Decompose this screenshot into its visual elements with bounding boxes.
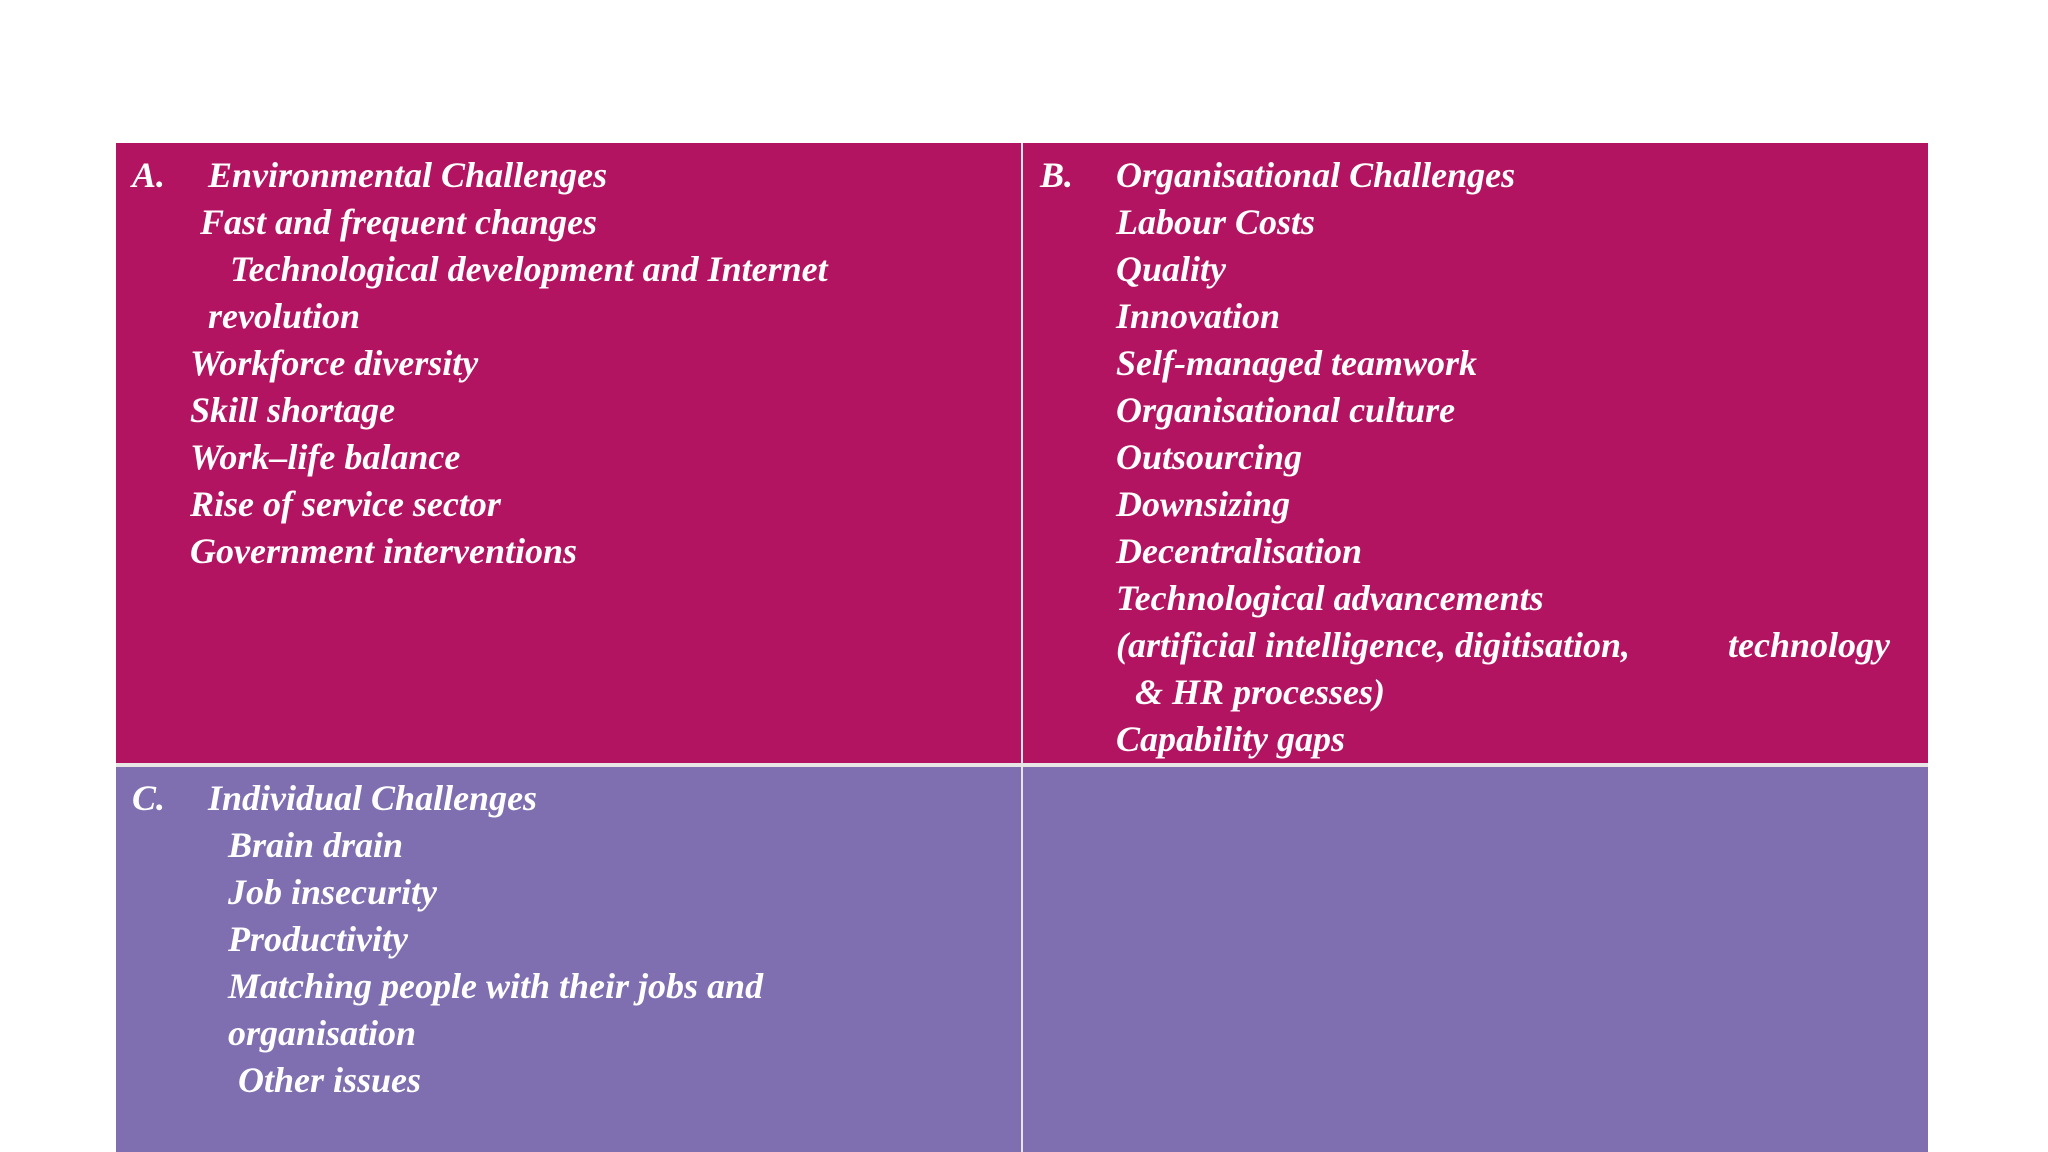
quadrant-organisational	[1023, 143, 1928, 763]
list-item: organisation	[228, 1013, 417, 1053]
list-item: Matching people with their jobs and	[228, 966, 764, 1006]
list-item: Rise of service sector	[190, 484, 501, 524]
list-item: Organisational culture	[1116, 390, 1456, 430]
quadrant-empty	[1023, 767, 1928, 1152]
list-item: (artificial intelligence, digitisation,	[1116, 625, 1630, 665]
list-item: Job insecurity	[228, 872, 438, 912]
list-item: Capability gaps	[1116, 719, 1346, 759]
list-item: Brain drain	[228, 825, 404, 865]
quadrant-c-letter: C.	[132, 778, 166, 818]
list-item: Outsourcing	[1116, 437, 1303, 477]
list-item: Labour Costs	[1116, 202, 1316, 242]
list-item: technology	[1728, 625, 1890, 665]
list-item: revolution	[208, 296, 361, 336]
list-item: Fast and frequent changes	[200, 202, 598, 242]
list-item: Workforce diversity	[190, 343, 479, 383]
list-item: Other issues	[238, 1060, 422, 1100]
quadrant-a-heading: Environmental Challenges	[208, 155, 608, 195]
quadrant-b-heading: Organisational Challenges	[1116, 155, 1516, 195]
quadrant-c-heading: Individual Challenges	[208, 778, 538, 818]
list-item: Work–life balance	[190, 437, 461, 477]
list-item: Innovation	[1116, 296, 1281, 336]
quadrant-individual	[116, 767, 1021, 1152]
list-item: Self-managed teamwork	[1116, 343, 1477, 383]
list-item: Technological advancements	[1116, 578, 1544, 618]
list-item: Skill shortage	[190, 390, 396, 430]
list-item: & HR processes)	[1135, 672, 1385, 712]
quadrant-environmental	[116, 143, 1021, 763]
list-item: Decentralisation	[1116, 531, 1363, 571]
quadrant-a-letter: A.	[132, 155, 166, 195]
list-item: Government interventions	[190, 531, 578, 571]
list-item: Downsizing	[1116, 484, 1291, 524]
list-item: Quality	[1116, 249, 1227, 289]
list-item: Technological development and Internet	[230, 249, 828, 289]
challenges-grid	[116, 143, 1928, 1152]
list-item: Productivity	[228, 919, 408, 959]
quadrant-b-letter: B.	[1040, 155, 1074, 195]
